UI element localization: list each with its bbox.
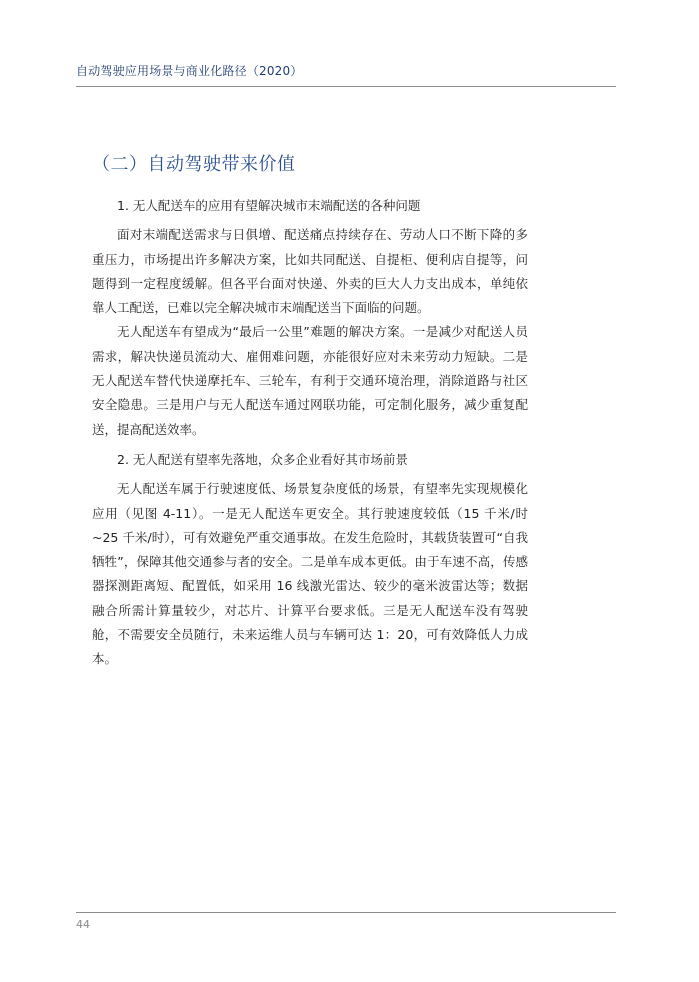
page-number: 44 [76,918,90,931]
paragraph-1: 面对末端配送需求与日俱增、配送痛点持续存在、劳动人口不断下降的多重压力，市场提出许多解决方案，比如共同配送、自提柜、便利店自提等，问题得到一定程度缓解。但各平台面对快递、外卖的巨大人力支出成本，单纯依靠人工配送，已难以完全解决城市末端配送当下面临的问题。 [92,227,528,316]
paragraph-2: 无人配送车有望成为“最后一公里”难题的解决方案。一是减少对配送人员需求，解决快递员流动大、雇佣难问题，亦能很好应对未来劳动力短缺。二是无人配送车替代快递摩托车、三轮车，有利于交通环境治理，消除道路与社区安全隐患。三是用户与无人配送车通过网联功能，可定制化服务，减少重复配送，提高配送效率。 [92,324,528,437]
section-title: （二）自动驾驶带来价值 [92,154,296,175]
body-text [92,188,528,672]
running-header: 自动驾驶应用场景与商业化路径（2020） [76,64,303,78]
footer-divider [76,912,616,913]
header-divider [76,86,616,87]
subheading-2: 2. 无人配送有望率先落地，众多企业看好其市场前景 [117,451,408,467]
subheading-1: 1. 无人配送车的应用有望解决城市末端配送的各种问题 [117,198,421,213]
paragraph-3: 无人配送车属于行驶速度低、场景复杂度低的场景，有望率先实现规模化应用（见图 4-11）。一是无人配送车更安全。其行驶速度较低（15 千米/时~25 千米/时），可有效避免严重交通事故。在发生危险时，其载货装置可“自我牺牲”，保障其他交通参与者的安全。二是单车成本更低。由于车速不高，传感器探测距离短、配置低，如采用 16 线激光雷达、较少的毫米波雷达等；数据融合所需计算量较少，对芯片、计算平台要求低。三是无人配送车没有驾驶舱，不需要安全员随行，未来运维人员与车辆可达 1：20，可有效降低人力成本。 [92,481,528,667]
